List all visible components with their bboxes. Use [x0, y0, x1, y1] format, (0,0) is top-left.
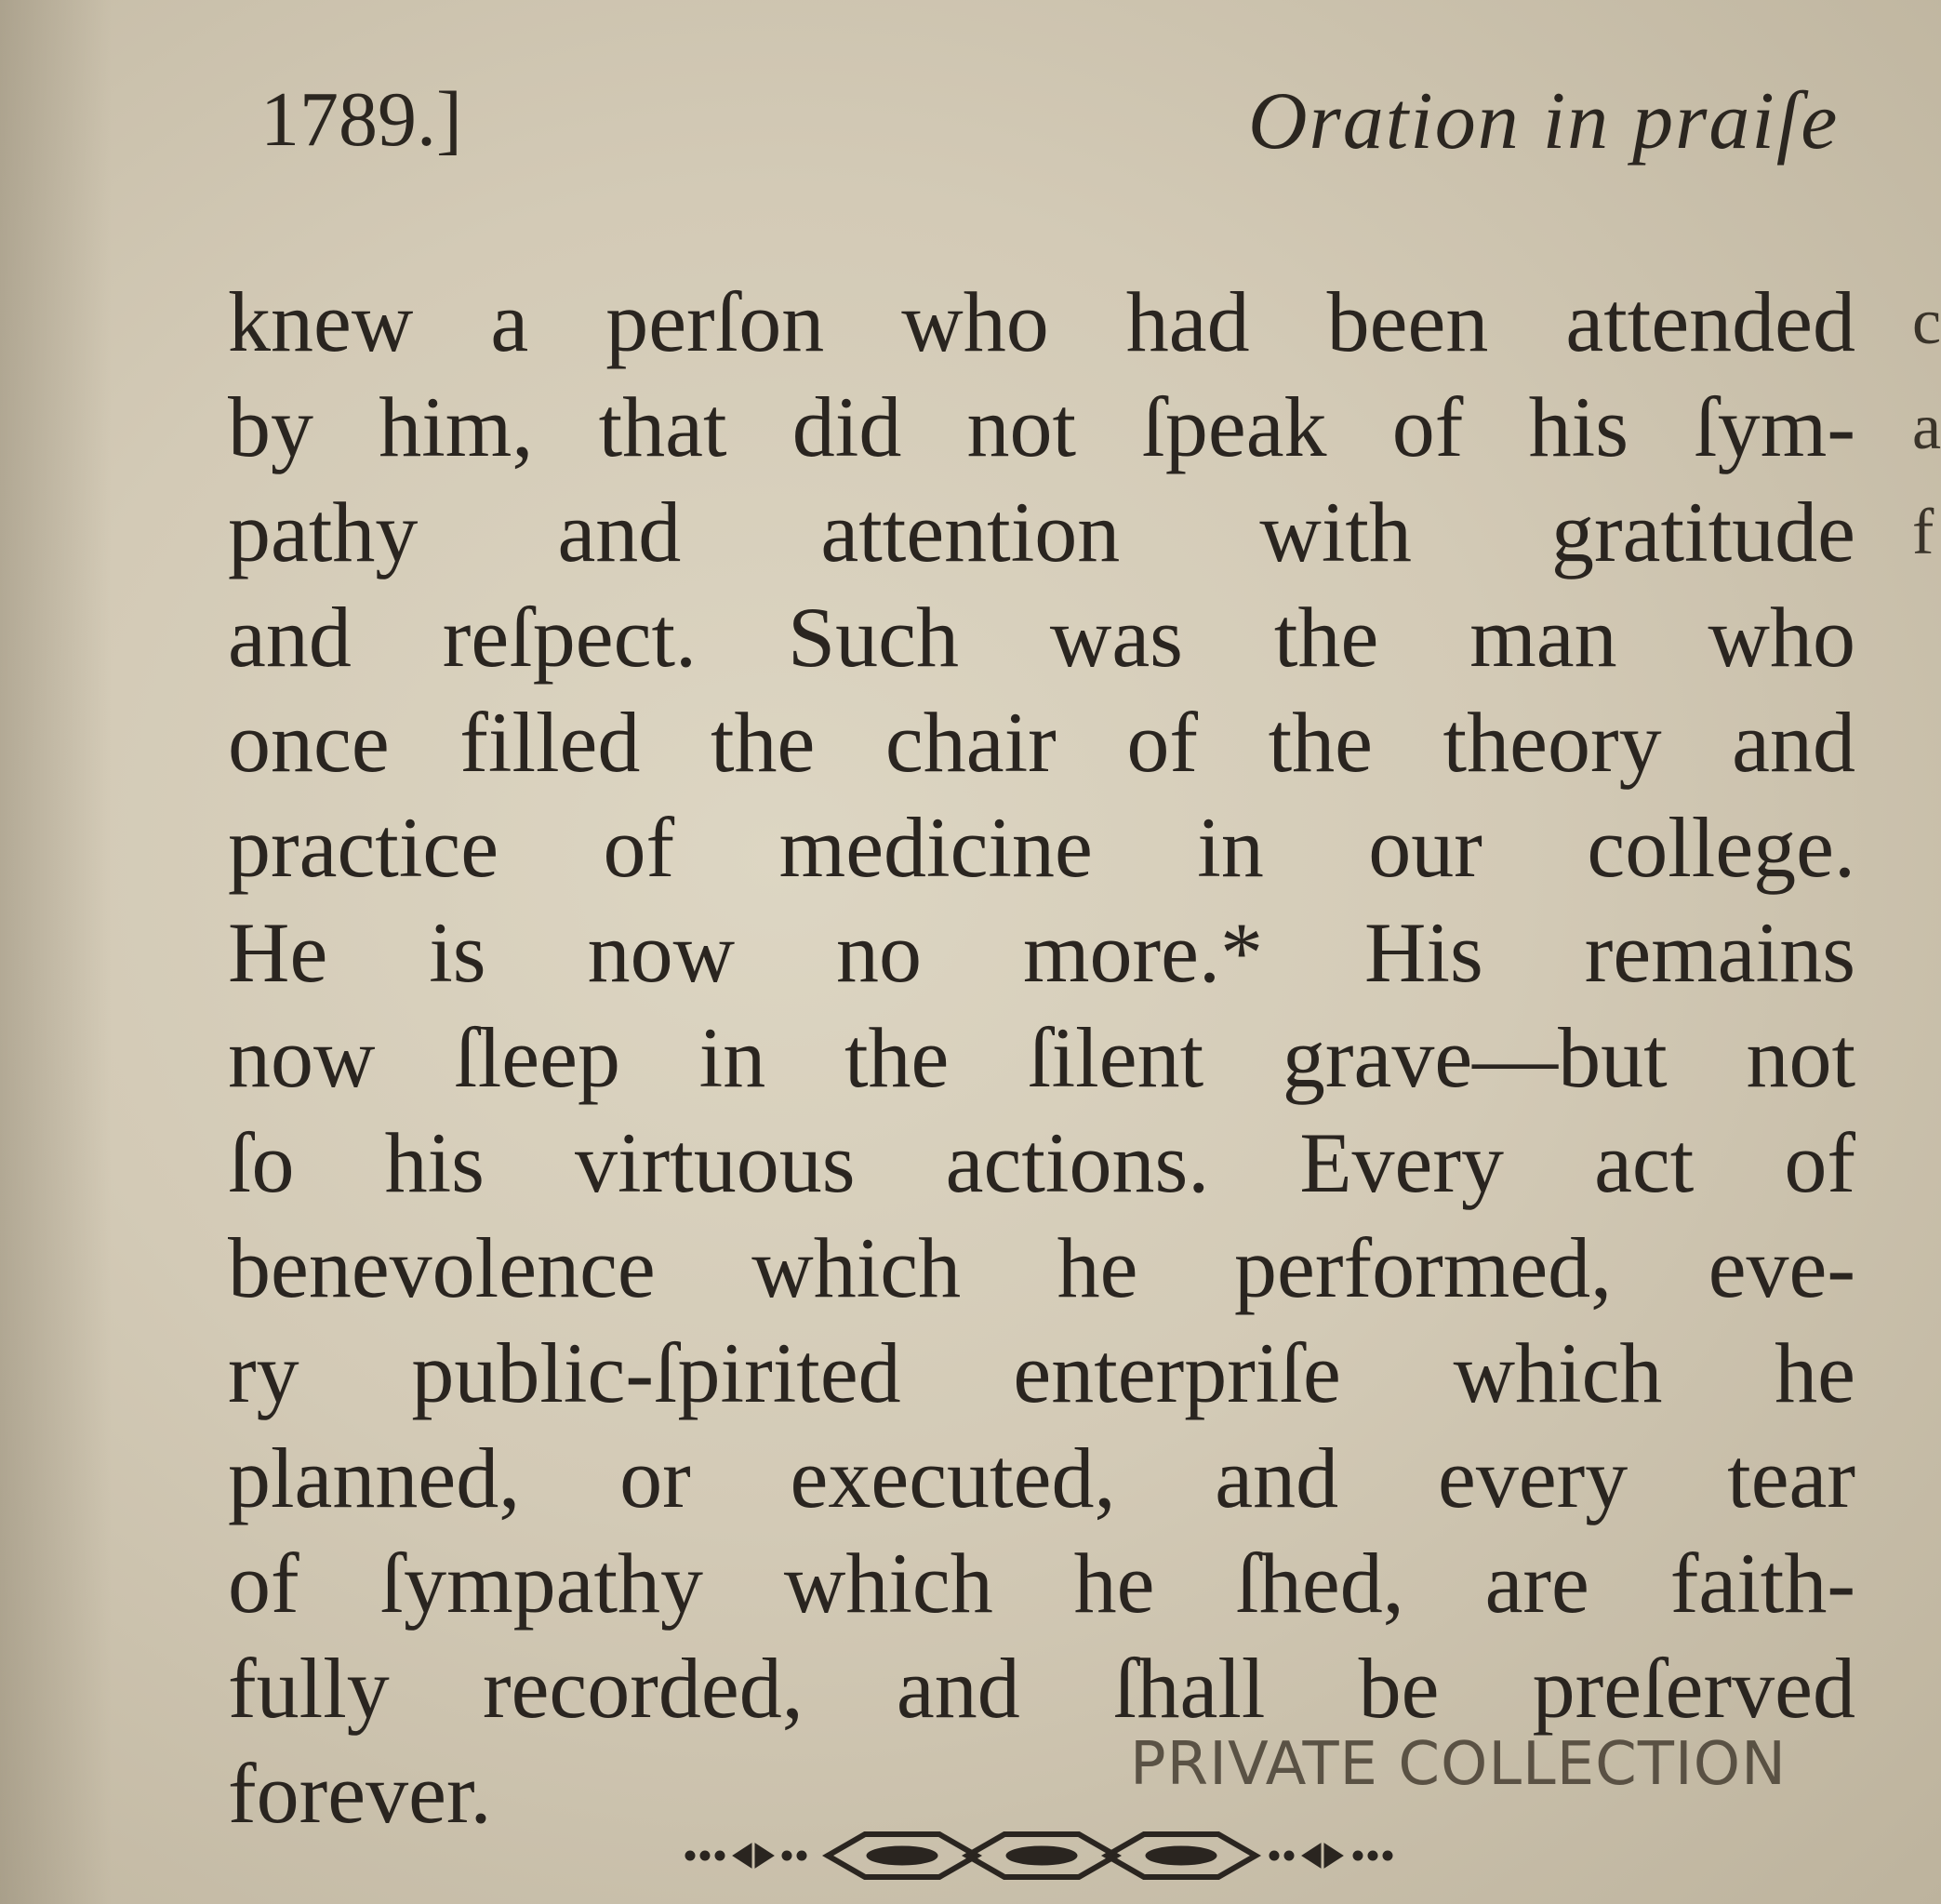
text-line: benevolence which he performed, eve-	[228, 1220, 1855, 1315]
page-year: 1789.]	[260, 76, 462, 163]
text-line: by him, that did not ſpeak of his ſym-	[228, 379, 1855, 474]
text-line: fully recorded, and ſhall be preſerved	[228, 1641, 1855, 1736]
printer-ornament-icon	[679, 1823, 1404, 1888]
edge-fragment: f	[1912, 497, 1934, 568]
text-line: knew a perſon who had been attended	[228, 274, 1855, 369]
text-line: planned, or executed, and every tear	[228, 1431, 1855, 1525]
running-head-title: Oration in praiſe	[1248, 76, 1840, 166]
watermark: PRIVATE COLLECTION	[1130, 1730, 1788, 1799]
text-line: pathy and attention with gratitude	[228, 485, 1855, 579]
text-line: and reſpect. Such was the man who	[228, 590, 1855, 685]
edge-fragment: c	[1912, 286, 1941, 358]
page-shadow	[0, 0, 112, 1904]
text-line: practice of medicine in our college.	[228, 800, 1855, 895]
text-line: ry public-ſpirited enterpriſe which he	[228, 1325, 1855, 1420]
text-line: now ſleep in the ſilent grave—but not	[228, 1010, 1855, 1105]
text-line: ſo his virtuous actions. Every act of	[228, 1115, 1855, 1210]
edge-fragment: a	[1912, 392, 1941, 463]
text-line: once filled the chair of the theory and	[228, 695, 1855, 790]
next-page-edge	[1912, 270, 1941, 735]
body-text	[228, 270, 1855, 1846]
text-line: of ſympathy which he ſhed, are faith-	[228, 1536, 1855, 1631]
running-head	[260, 74, 1933, 186]
text-line: He is now no more.* His remains	[228, 905, 1855, 1000]
text-line-last: forever.	[228, 1746, 492, 1841]
